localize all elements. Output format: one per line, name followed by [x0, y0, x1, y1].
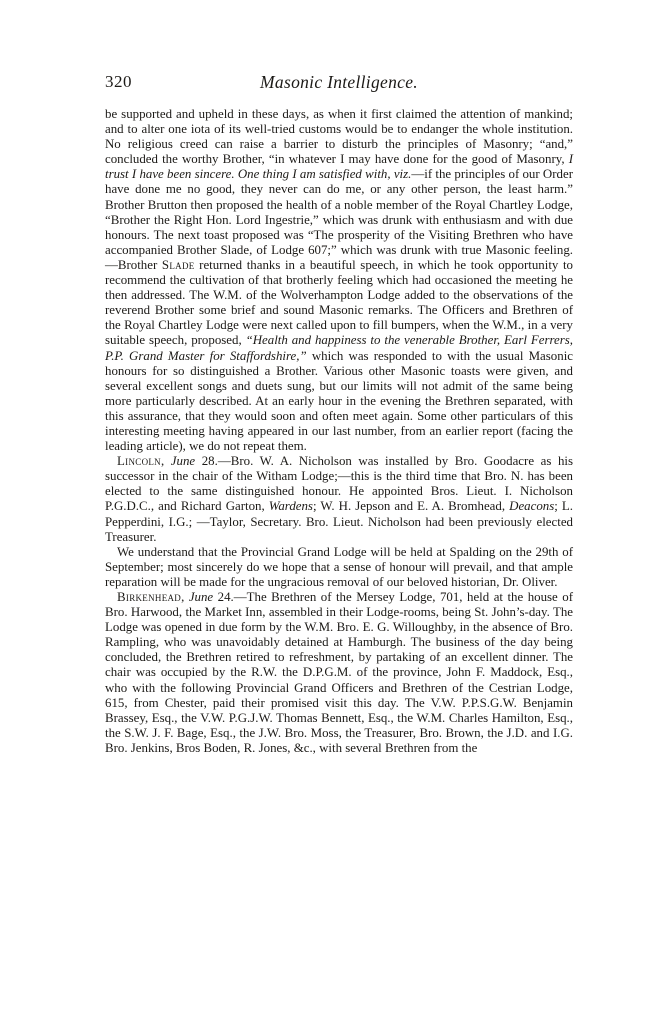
text-run-italic: Wardens: [268, 499, 313, 514]
paragraph-lincoln: [105, 454, 573, 545]
text-run: be supported and upheld in these days, as when it first claimed the attention of mankind; and to alter one iota of its well-tried customs would be to endanger the whole institution. No religious creed can raise a barrier to disturb the principles of Masonry; “and,” concluded the worthy Brother, “in whatever I may have done for the good of Masonry,: [105, 107, 573, 167]
text-run: returned thanks in a beautiful speech, in which he took opportunity to recommend the cultivation of that brotherly feeling which had occasioned the meeting he then addressed. The W.M. of the Wolverhampton Lodge added to the observations of the reverend Brother some brief and sound Masonic remarks. The Officers and Brethren of the Royal Chartley Lodge were next called upon to fill bumpers, when the W.M., in a very suitable speech, proposed,: [105, 257, 573, 348]
text-run: —if the principles of our Order have done me no good, they never can do me, or any other person, the least harm.” Brother Brutton then proposed the health of a noble member of the Royal Chartley Lodge, “Brother the Right Hon. Lord Ingestrie,” which was drunk with enthusiasm and with due honours. The next toast proposed was “The prosperity of the Visiting Brethren who have accompanied Brother Slade, of Lodge 607;” which was drunk with true Masonic feeling.—Brother: [105, 167, 573, 272]
running-title: Masonic Intelligence.: [260, 72, 418, 92]
place-name-birkenhead: Birkenhead: [117, 590, 182, 604]
text-run: ; L. Pepperdini, I.G.; —Taylor, Secretary. Bro. Lieut. Nicholson had been previously elected Treasurer.: [105, 499, 573, 544]
date-month: June: [170, 454, 196, 469]
paragraph-provincial-grand-lodge: [105, 545, 573, 590]
page-number: 320: [105, 72, 132, 91]
date-month: June: [188, 590, 214, 604]
text-run: 24.—The Brethren of the Mersey Lodge, 701, held at the house of Bro. Harwood, the Market Inn, assembled in their Lodge-rooms, being St. John’s-day. The Lodge was opened in due form by the W.M. Bro. E. G. Willoughby, in the absence of Bro. Rampling, who was unavoidably detained at Hamburgh. The business of the day being concluded, the Brethren retired to refreshment, by partaking of an excellent dinner. The chair was occupied by the R.W. the D.P.G.M. of the province, John F. Maddock, Esq., who with the following Provincial Grand Officers and Brethren of the Cestrian Lodge, 615, from Chester, paid their promised visit this day. The V.W. P.P.S.G.W. Benjamin Brassey, Esq., the V.W. P.G.J.W. Thomas Bennett, Esq., the W.M. Charles Hamilton, Esq., the S.W. J. F. Bage, Esq., the J.W. Bro. Moss, the Treasurer, Bro. Brown, the J.D. and I.G. Bro. Jenkins, Bros Boden, R. Jones, &c., with several Brethren from the: [105, 590, 574, 755]
paragraph-birkenhead: [105, 590, 573, 756]
article-body: [105, 107, 573, 756]
place-name-lincoln: Lincoln: [117, 454, 161, 469]
text-run: We understand that the Provincial Grand Lodge will be held at Spalding on the 29th of September; most sincerely do we hope that a sense of honour will prevail, and that ample reparation will be made for the ungracious removal of our beloved historian, Dr. Oliver.: [105, 544, 573, 589]
text-run-italic: “Health and happiness to the venerable Brother, Earl Ferrers, P.P. Grand Master for Staffordshire,”: [105, 333, 573, 363]
paragraph-chartley-lodge: [105, 107, 573, 454]
text-run: 28.—Bro. W. A. Nicholson was installed by Bro. Goodacre as his successor in the chair of the Witham Lodge;—this is the third time that Bro. N. has been elected to the same distinguished honour. He appointed Bros. Lieut. I. Nicholson P.G.D.C., and Richard Garton,: [105, 454, 573, 514]
text-run-italic: Deacons: [509, 499, 555, 514]
text-run-italic: I trust I have been sincere. One thing I am satisfied with, viz.: [105, 152, 573, 182]
text-run: ,: [160, 454, 171, 469]
text-run: ; W. H. Jepson and E. A. Bromhead,: [312, 499, 510, 514]
text-run: which was responded to with the usual Masonic honours for so distinguished a Brother. Various other Masonic toasts were given, and several excellent songs and duets sung, but our limits will not admit of the same being more particularly described. At an early hour in the evening the Brethren separated, with this assurance, that they would soon and often meet again. Some other particulars of this interesting meeting having appeared in our last number, from an earlier report (facing the leading article), we do not repeat them.: [105, 348, 573, 454]
text-run: ,: [181, 590, 189, 604]
page-header: [105, 72, 573, 98]
text-run-smallcaps: Slade: [161, 257, 195, 272]
